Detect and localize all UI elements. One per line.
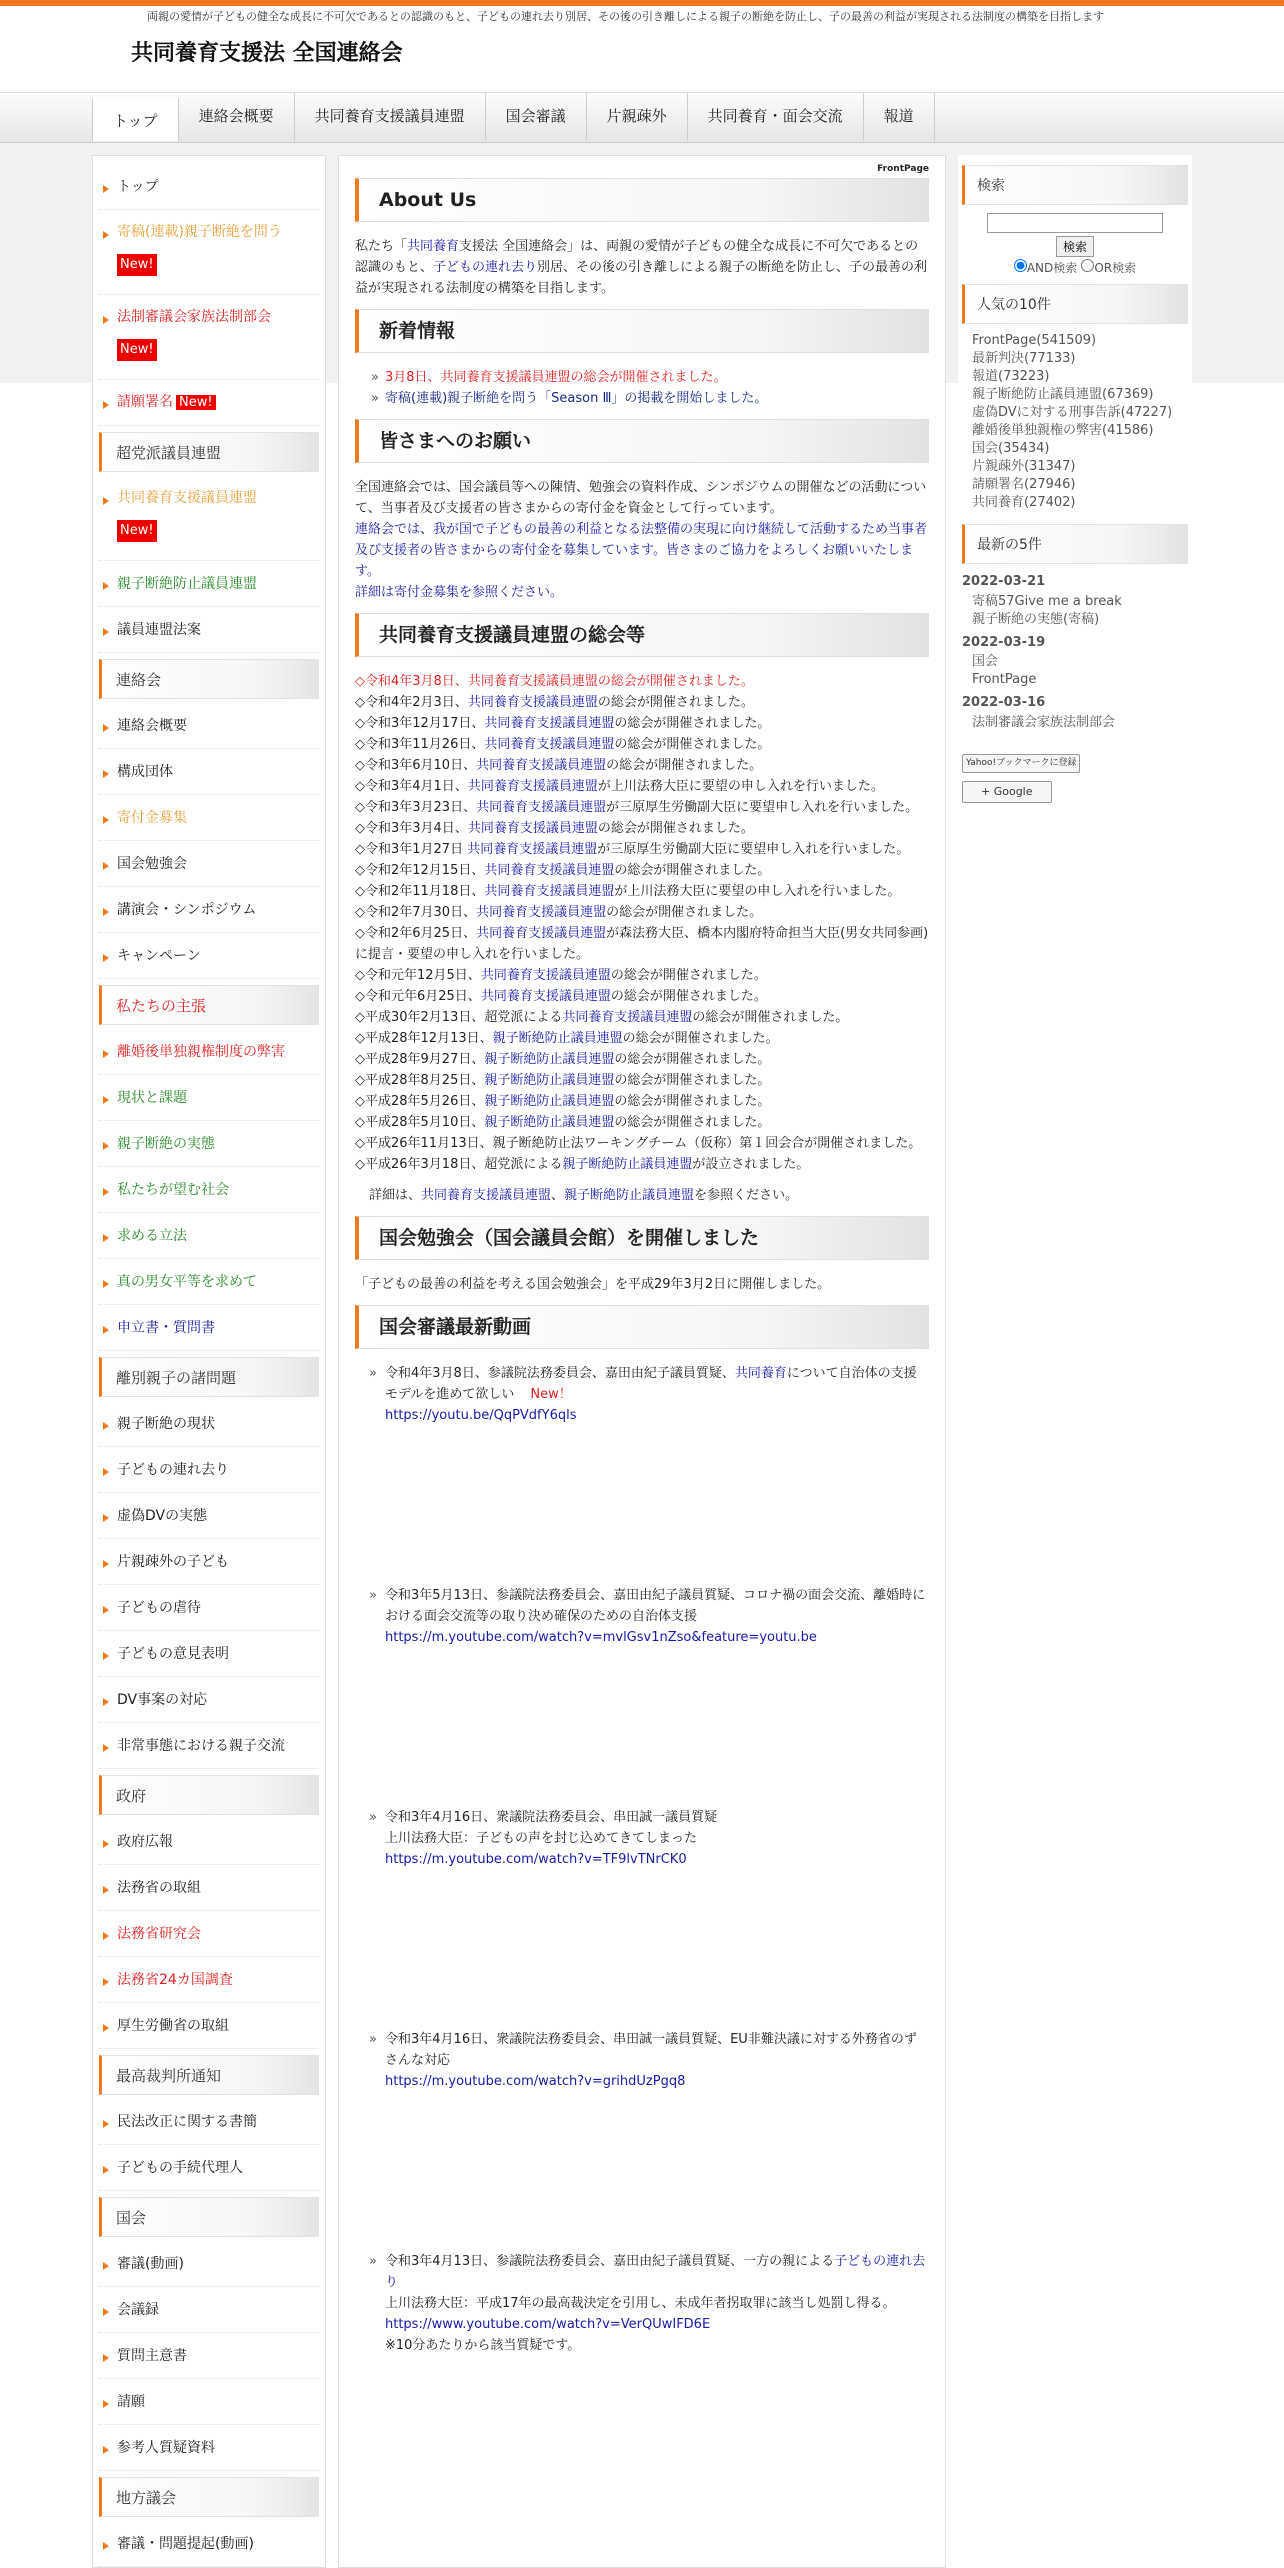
frontpage-label: FrontPage bbox=[877, 164, 929, 174]
recent-item[interactable]: 親子断絶の実態(寄稿) bbox=[972, 611, 1100, 627]
sidebar-item[interactable] bbox=[99, 1167, 319, 1213]
event-link[interactable]: 共同養育支援議員連盟 bbox=[484, 884, 615, 899]
popular-item[interactable]: 報道(73223) bbox=[972, 368, 1050, 384]
event-item: ◇平成28年8月25日、親子断絶防止議員連盟の総会が開催されました。 bbox=[355, 1073, 771, 1088]
sidebar-item[interactable] bbox=[99, 2241, 319, 2287]
new-badge: New! bbox=[117, 254, 157, 276]
request-heading: 皆さまへのお願い bbox=[355, 419, 929, 463]
sidebar-item[interactable] bbox=[99, 476, 319, 561]
video-item bbox=[355, 1585, 929, 1807]
recent-date: 2022-03-19 bbox=[962, 634, 1046, 650]
sidebar-item-label: 非常事態における親子交流 bbox=[117, 1737, 285, 1754]
recent-item[interactable]: 寄稿57Give me a break bbox=[972, 593, 1122, 609]
news-item[interactable]: » 寄稿(連載)親子断絶を問う「Season Ⅲ」の掲載を開始しました。 bbox=[371, 388, 929, 409]
or-search-option[interactable]: OR検索 bbox=[1081, 261, 1136, 275]
video-url[interactable]: https://m.youtube.com/watch?v=grihdUzPgq8 bbox=[385, 2074, 686, 2089]
video-note: 上川法務大臣：子どもの声を封じ込めてきてしまった bbox=[385, 1831, 698, 1846]
sidebar-item-label: DV事案の対応 bbox=[117, 1691, 208, 1708]
event-item: ◇令和3年11月26日、共同養育支援議員連盟の総会が開催されました。 bbox=[355, 737, 771, 752]
sidebar-item[interactable] bbox=[99, 1585, 319, 1631]
sidebar-section-heading: 離別親子の諸問題 bbox=[99, 1357, 319, 1397]
sidebar-item[interactable] bbox=[99, 703, 319, 749]
nav-item[interactable]: 片親疎外 bbox=[587, 93, 688, 141]
event-item: ◇平成28年5月26日、親子断絶防止議員連盟の総会が開催されました。 bbox=[355, 1094, 771, 1109]
request-text-2: 連絡会では、我が国で子どもの最善の利益となる法整備の実現に向け継続して活動するため当事者及び支援者の皆さまからの寄付金を募集しています。皆さまのご協力をよろしくお願いいたします。 bbox=[355, 522, 928, 579]
sidebar-item[interactable] bbox=[99, 1865, 319, 1911]
event-link[interactable]: 共同養育支援議員連盟 bbox=[467, 695, 598, 710]
sidebar-item[interactable] bbox=[99, 1911, 319, 1957]
popular-item[interactable]: 請願署名(27946) bbox=[972, 476, 1076, 492]
sidebar-item[interactable] bbox=[99, 1677, 319, 1723]
sidebar-item[interactable] bbox=[99, 1631, 319, 1677]
event-link[interactable]: 共同養育支援議員連盟 bbox=[484, 716, 615, 731]
video-title: » 令和3年5月13日、参議院法務委員会、嘉田由紀子議員質疑、コロナ禍の面会交流、離婚時における面会交流等の取り決め確保のための自治体支援 bbox=[385, 1588, 926, 1624]
video-item bbox=[355, 2251, 929, 2391]
event-list bbox=[355, 671, 929, 1175]
event-link[interactable]: 共同養育支援議員連盟 bbox=[467, 821, 598, 836]
event-item: ◇平成26年3月18日、超党派による親子断絶防止議員連盟が設立されました。 bbox=[355, 1157, 810, 1172]
sidebar-item[interactable] bbox=[99, 933, 319, 979]
event-item: ◇令和2年12月15日、共同養育支援議員連盟の総会が開催されました。 bbox=[355, 863, 771, 878]
event-link[interactable]: 親子断絶防止議員連盟 bbox=[484, 1073, 615, 1088]
sidebar-item-label: 法制審議会家族法制部会 bbox=[117, 309, 271, 325]
sidebar-section-heading: 地方議会 bbox=[99, 2477, 319, 2517]
sidebar-item-label: 親子断絶の実態 bbox=[117, 1135, 215, 1152]
video-heading: 国会審議最新動画 bbox=[355, 1305, 929, 1349]
sidebar-item-label: 参考人質疑資料 bbox=[117, 2439, 215, 2456]
sidebar-item[interactable] bbox=[99, 380, 319, 426]
sidebar-item-label: 議員連盟法案 bbox=[117, 621, 201, 638]
sidebar-item[interactable] bbox=[99, 1539, 319, 1585]
and-radio[interactable] bbox=[1014, 259, 1027, 272]
sidebar-item[interactable] bbox=[99, 295, 319, 380]
event-link[interactable]: 親子断絶防止議員連盟 bbox=[484, 1052, 615, 1067]
sidebar-item-label: 共同養育支援議員連盟 bbox=[117, 490, 257, 506]
sidebar-item[interactable] bbox=[99, 2099, 319, 2145]
popular-item[interactable]: 共同養育(27402) bbox=[972, 494, 1076, 510]
sidebar-item[interactable] bbox=[99, 2145, 319, 2191]
event-link[interactable]: 親子断絶防止議員連盟 bbox=[562, 1157, 693, 1172]
sidebar-item[interactable] bbox=[99, 607, 319, 653]
sidebar-item[interactable] bbox=[99, 1075, 319, 1121]
event-link[interactable]: 共同養育支援議員連盟 bbox=[467, 842, 598, 857]
event-item: ◇令和4年2月3日、共同養育支援議員連盟の総会が開催されました。 bbox=[355, 695, 754, 710]
search-input[interactable] bbox=[987, 213, 1163, 233]
sidebar-item[interactable] bbox=[99, 795, 319, 841]
sidebar-item-label: 民法改正に関する書簡 bbox=[117, 2113, 257, 2130]
sidebar-section-heading: 最高裁判所通知 bbox=[99, 2055, 319, 2095]
sidebar-item[interactable] bbox=[99, 1957, 319, 2003]
sidebar-item-label: 質問主意書 bbox=[117, 2347, 187, 2364]
popular-list bbox=[962, 332, 1188, 512]
recent-item[interactable]: FrontPage bbox=[972, 672, 1037, 688]
sidebar-item[interactable] bbox=[99, 1213, 319, 1259]
sidebar-item[interactable] bbox=[99, 1029, 319, 1075]
sidebar-item-label: トップ bbox=[117, 178, 159, 195]
nav-item[interactable]: 報道 bbox=[864, 93, 935, 141]
nav-item[interactable]: 共同養育支援議員連盟 bbox=[295, 93, 486, 141]
sidebar-item[interactable] bbox=[99, 887, 319, 933]
nav-item[interactable]: 国会審議 bbox=[486, 93, 587, 141]
giren-heading: 共同養育支援議員連盟の総会等 bbox=[355, 613, 929, 657]
search-button[interactable]: 検索 bbox=[1056, 236, 1094, 257]
sidebar-item-label: 構成団体 bbox=[117, 763, 173, 780]
video-topic-link[interactable]: 子どもの連れ去り bbox=[385, 2254, 926, 2290]
popular-item[interactable]: FrontPage(541509) bbox=[972, 332, 1097, 348]
sidebar-item[interactable] bbox=[99, 1259, 319, 1305]
site-title[interactable]: 共同養育支援法 全国連絡会 bbox=[131, 41, 403, 66]
giren-link[interactable]: 共同養育支援議員連盟 bbox=[421, 1188, 552, 1203]
event-link[interactable]: 親子断絶防止議員連盟 bbox=[492, 1031, 623, 1046]
video-item bbox=[355, 1363, 929, 1585]
recent-item[interactable]: 国会 bbox=[972, 654, 999, 670]
sidebar-item[interactable] bbox=[99, 1493, 319, 1539]
video-title: » 令和3年4月16日、衆議院法務委員会、串田誠一議員質疑、EU非難決議に対する外務省のずさんな対応 bbox=[385, 2032, 917, 2068]
sidebar-item-label: キャンペーン bbox=[117, 947, 201, 964]
video-title: » 令和3年4月16日、衆議院法務委員会、串田誠一議員質疑 bbox=[385, 1810, 718, 1825]
sidebar-item-label: 子どもの手続代理人 bbox=[117, 2159, 243, 2176]
event-item: ◇令和3年6月10日、共同養育支援議員連盟の総会が開催されました。 bbox=[355, 758, 763, 773]
sidebar-item[interactable] bbox=[99, 561, 319, 607]
news-heading: 新着情報 bbox=[355, 309, 929, 353]
about-link-tsuresari[interactable]: 子どもの連れ去り bbox=[433, 260, 538, 275]
sidebar-item[interactable] bbox=[99, 2287, 319, 2333]
study-heading: 国会勉強会（国会議員会館）を開催しました bbox=[355, 1216, 929, 1260]
about-heading: About Us bbox=[355, 178, 929, 222]
popular-item[interactable]: 虚偽DVに対する刑事告訴(47227) bbox=[972, 404, 1173, 420]
video-item bbox=[355, 2029, 929, 2251]
sidebar-item[interactable] bbox=[99, 2003, 319, 2049]
event-link[interactable]: 共同養育支援議員連盟 bbox=[484, 863, 615, 878]
site-slogan: 両親の愛情が子どもの健全な成長に不可欠であるとの認識のもと、子どもの連れ去り別居、その後の引き離しによる親子の断絶を防止し、子の最善の利益が実現される法制度の構築を目指します bbox=[147, 10, 1104, 23]
sidebar-item[interactable] bbox=[99, 2425, 319, 2471]
sidebar-item-label: 虚偽DVの実態 bbox=[117, 1507, 208, 1524]
sidebar-item[interactable] bbox=[99, 2333, 319, 2379]
popular-item[interactable]: 片親疎外(31347) bbox=[972, 458, 1076, 474]
event-item: ◇令和2年6月25日、共同養育支援議員連盟が森法務大臣、橋本内閣府特命担当大臣(男女共同参画) に提言・要望の申し入れを行いました。 bbox=[355, 926, 929, 962]
video-url[interactable]: https://youtu.be/QqPVdfY6qls bbox=[385, 1408, 577, 1423]
sidebar-item-label: 片親疎外の子ども bbox=[117, 1553, 229, 1570]
oyako-giren-link[interactable]: 親子断絶防止議員連盟 bbox=[564, 1188, 695, 1203]
sidebar-item-label: 請願 bbox=[117, 2393, 145, 2410]
study-text: 「子どもの最善の利益を考える国会勉強会」を平成29年3月2日に開催しました。 bbox=[355, 1277, 831, 1292]
sidebar-item-label: 子どもの連れ去り bbox=[117, 1461, 229, 1478]
event-item: ◇平成28年9月27日、親子断絶防止議員連盟の総会が開催されました。 bbox=[355, 1052, 771, 1067]
sidebar-item[interactable] bbox=[99, 1819, 319, 1865]
new-label: New！ bbox=[530, 1387, 572, 1402]
video-topic-link[interactable]: 共同養育 bbox=[734, 1366, 787, 1381]
sidebar-item-label: 審議・問題提起(動画) bbox=[117, 2535, 254, 2552]
video-hint: ※10分あたりから該当質疑です。 bbox=[385, 2338, 581, 2353]
sidebar-item-label: 国会勉強会 bbox=[117, 855, 187, 872]
sidebar-item[interactable] bbox=[99, 1723, 319, 1769]
sidebar-item-label: 子どもの意見表明 bbox=[117, 1645, 229, 1662]
event-item: ◇令和3年12月17日、共同養育支援議員連盟の総会が開催されました。 bbox=[355, 716, 771, 731]
event-link[interactable]: 共同養育支援議員連盟 bbox=[562, 1010, 693, 1025]
event-item: ◇令和3年3月4日、共同養育支援議員連盟の総会が開催されました。 bbox=[355, 821, 754, 836]
popular-item[interactable]: 離婚後単独親権の弊害(41586) bbox=[972, 422, 1154, 438]
right-sidebar bbox=[958, 155, 1192, 955]
popular-item[interactable]: 国会(35434) bbox=[972, 440, 1050, 456]
sidebar-section-heading: 連絡会 bbox=[99, 659, 319, 699]
sidebar-item-label: 離婚後単独親権制度の弊害 bbox=[117, 1043, 285, 1060]
sidebar-item[interactable] bbox=[99, 841, 319, 887]
search-box bbox=[962, 213, 1188, 280]
sidebar-section-heading: 私たちの主張 bbox=[99, 985, 319, 1025]
sidebar-item-label: 私たちが望む社会 bbox=[117, 1181, 229, 1198]
giren-detail: 詳細は、共同養育支援議員連盟、親子断絶防止議員連盟を参照ください。 bbox=[369, 1188, 799, 1203]
video-title: » 令和4年3月8日、参議院法務委員会、嘉田由紀子議員質疑、共同養育について自治体の支援モデルを進めて欲しい New！ bbox=[385, 1366, 917, 1402]
video-url[interactable]: https://m.youtube.com/watch?v=mvlGsv1nZso&feature=youtu.be bbox=[385, 1630, 817, 1645]
recent-list bbox=[962, 572, 1188, 732]
left-sidebar bbox=[92, 155, 326, 2568]
sidebar-item[interactable] bbox=[99, 2379, 319, 2425]
sidebar-item-label: 親子断絶防止議員連盟 bbox=[117, 575, 257, 592]
sidebar-item[interactable] bbox=[99, 210, 319, 295]
request-text-1: 全国連絡会では、国会議員等への陳情、勉強会の資料作成、シンポジウムの開催などの活動について、当事者及び支援者の皆さまからの寄付金を資金として行っています。 bbox=[355, 480, 927, 516]
sidebar-item-label: 連絡会概要 bbox=[117, 717, 187, 734]
google-bookmark[interactable]: + Google bbox=[962, 781, 1188, 803]
about-text: 私たち「共同養育支援法 全国連絡会」は、両親の愛情が子どもの健全な成長に不可欠であるとの認識のもと、子どもの連れ去り別居、その後の引き離しによる親子の断絶を防止し、子の最善の利益が実現される法制度の構築を目指します。 bbox=[355, 239, 928, 296]
video-note: 上川法務大臣：平成17年の最高裁決定を引用し、未成年者拐取罪に該当し処罰し得る。 bbox=[385, 2296, 896, 2311]
sidebar-item-label: 厚生労働省の取組 bbox=[117, 2017, 229, 2034]
sidebar-section-heading: 超党派議員連盟 bbox=[99, 432, 319, 472]
sidebar-item-label: 法務省研究会 bbox=[117, 1925, 201, 1942]
popular-item[interactable]: 親子断絶防止議員連盟(67369) bbox=[972, 386, 1154, 402]
event-link[interactable]: 共同養育支援議員連盟 bbox=[476, 905, 607, 920]
main-nav bbox=[0, 92, 1284, 143]
event-item: ◇平成26年11月13日、親子断絶防止法ワーキングチーム（仮称）第１回会合が開催されました。 bbox=[355, 1136, 922, 1151]
video-item bbox=[355, 1807, 929, 2029]
sidebar-item-label: 法務省の取組 bbox=[117, 1879, 201, 1896]
new-badge: New! bbox=[176, 395, 216, 410]
event-item: ◇令和3年4月1日、共同養育支援議員連盟が上川法務大臣に要望の申し入れを行いました。 bbox=[355, 779, 884, 794]
event-item: ◇令和3年3月23日、共同養育支援議員連盟が三原厚生労働副大臣に要望申し入れを行いました。 bbox=[355, 800, 919, 815]
main-content bbox=[338, 155, 946, 2568]
video-url[interactable]: https://m.youtube.com/watch?v=TF9lvTNrCK0 bbox=[385, 1852, 687, 1867]
event-link[interactable]: 共同養育支援議員連盟 bbox=[476, 926, 607, 941]
sidebar-section-heading: 政府 bbox=[99, 1775, 319, 1815]
sidebar-item-label: 請願署名 New! bbox=[117, 392, 319, 413]
event-item: ◇平成28年12月13日、親子断絶防止議員連盟の総会が開催されました。 bbox=[355, 1031, 779, 1046]
popular-item[interactable]: 最新判決(77133) bbox=[972, 350, 1076, 366]
event-item: ◇令和2年11月18日、共同養育支援議員連盟が上川法務大臣に要望の申し入れを行いました。 bbox=[355, 884, 901, 899]
sidebar-item[interactable] bbox=[99, 1305, 319, 1351]
event-link[interactable]: 共同養育支援議員連盟 bbox=[476, 800, 607, 815]
event-item: ◇平成30年2月13日、超党派による共同養育支援議員連盟の総会が開催されました。 bbox=[355, 1010, 849, 1025]
nav-item[interactable]: トップ bbox=[92, 97, 179, 141]
sidebar-item[interactable] bbox=[99, 1447, 319, 1493]
recent-item[interactable]: 法制審議会家族法制部会 bbox=[972, 715, 1116, 731]
event-link[interactable]: 共同養育支援議員連盟 bbox=[476, 758, 607, 773]
sidebar-item-label: 親子断絶の現状 bbox=[117, 1415, 215, 1432]
new-badge: New! bbox=[117, 520, 157, 542]
search-heading: 検索 bbox=[962, 165, 1188, 205]
video-title: » 令和3年4月13日、参議院法務委員会、嘉田由紀子議員質疑、一方の親による子どもの連れ去り bbox=[385, 2254, 926, 2290]
nav-item[interactable]: 連絡会概要 bbox=[179, 93, 295, 141]
event-item: ◇令和4年3月8日、共同養育支援議員連盟の総会が開催されました。 bbox=[355, 674, 754, 689]
sidebar-item-label: 求める立法 bbox=[117, 1227, 187, 1244]
event-item: ◇令和3年1月27日 共同養育支援議員連盟が三原厚生労働副大臣に要望申し入れを行いました。 bbox=[355, 842, 910, 857]
recent-date: 2022-03-16 bbox=[962, 695, 1046, 711]
or-radio[interactable] bbox=[1081, 259, 1094, 272]
video-url[interactable]: https://www.youtube.com/watch?v=VerQUwIFD6E bbox=[385, 2317, 711, 2332]
sidebar-item-label: 申立書・質問書 bbox=[117, 1319, 215, 1336]
sidebar-item[interactable] bbox=[99, 1121, 319, 1167]
sidebar-item-label: 寄稿(連載)親子断絶を問う bbox=[117, 224, 282, 240]
event-link[interactable]: 共同養育支援議員連盟 bbox=[484, 737, 615, 752]
sidebar-item-label: 法務省24カ国調査 bbox=[117, 1971, 233, 1988]
sidebar-item-label: 政府広報 bbox=[117, 1833, 173, 1850]
and-search-option[interactable]: AND検索 bbox=[1014, 261, 1077, 275]
event-item: ◇平成28年5月10日、親子断絶防止議員連盟の総会が開催されました。 bbox=[355, 1115, 771, 1130]
sidebar-item[interactable] bbox=[99, 2521, 319, 2567]
about-link-kyodo[interactable]: 共同養育 bbox=[407, 239, 460, 254]
sidebar-item-label: 真の男女平等を求めて bbox=[117, 1273, 257, 1290]
sidebar-item[interactable] bbox=[99, 749, 319, 795]
sidebar-section-heading: 国会 bbox=[99, 2197, 319, 2237]
sidebar-item-label: 会議録 bbox=[117, 2301, 159, 2318]
sidebar-item-label: 寄付金募集 bbox=[117, 809, 187, 826]
yahoo-bookmark[interactable]: Yahoo!ブックマークに登録 bbox=[962, 752, 1188, 773]
nav-item[interactable]: 共同養育・面会交流 bbox=[688, 93, 864, 141]
event-link[interactable]: 共同養育支援議員連盟 bbox=[467, 674, 598, 689]
sidebar-item-label: 現状と課題 bbox=[117, 1089, 187, 1106]
popular-heading: 人気の10件 bbox=[962, 284, 1188, 324]
event-item: ◇令和元年12月5日、共同養育支援議員連盟の総会が開催されました。 bbox=[355, 968, 767, 983]
new-badge: New! bbox=[117, 339, 157, 361]
news-item[interactable]: » 3月8日、共同養育支援議員連盟の総会が開催されました。 bbox=[371, 367, 929, 388]
donation-link[interactable]: 詳細は寄付金募集を参照ください。 bbox=[355, 585, 564, 600]
recent-heading: 最新の5件 bbox=[962, 524, 1188, 564]
event-link[interactable]: 親子断絶防止議員連盟 bbox=[484, 1094, 615, 1109]
recent-date: 2022-03-21 bbox=[962, 573, 1046, 589]
sidebar-item[interactable] bbox=[99, 1401, 319, 1447]
event-link[interactable]: 共同養育支援議員連盟 bbox=[480, 989, 611, 1004]
sidebar-item-label: 審議(動画) bbox=[117, 2255, 184, 2272]
news-list bbox=[355, 367, 929, 409]
event-link[interactable]: 親子断絶防止議員連盟 bbox=[484, 1115, 615, 1130]
video-list bbox=[355, 1363, 929, 2391]
event-link[interactable]: 共同養育支援議員連盟 bbox=[480, 968, 611, 983]
sidebar-item[interactable] bbox=[99, 164, 319, 210]
event-link[interactable]: 共同養育支援議員連盟 bbox=[467, 779, 598, 794]
event-item: ◇令和2年7月30日、共同養育支援議員連盟の総会が開催されました。 bbox=[355, 905, 763, 920]
sidebar-item-label: 子どもの虐待 bbox=[117, 1599, 201, 1616]
sidebar-item-label: 講演会・シンポジウム bbox=[117, 901, 257, 918]
event-item: ◇令和元年6月25日、共同養育支援議員連盟の総会が開催されました。 bbox=[355, 989, 767, 1004]
